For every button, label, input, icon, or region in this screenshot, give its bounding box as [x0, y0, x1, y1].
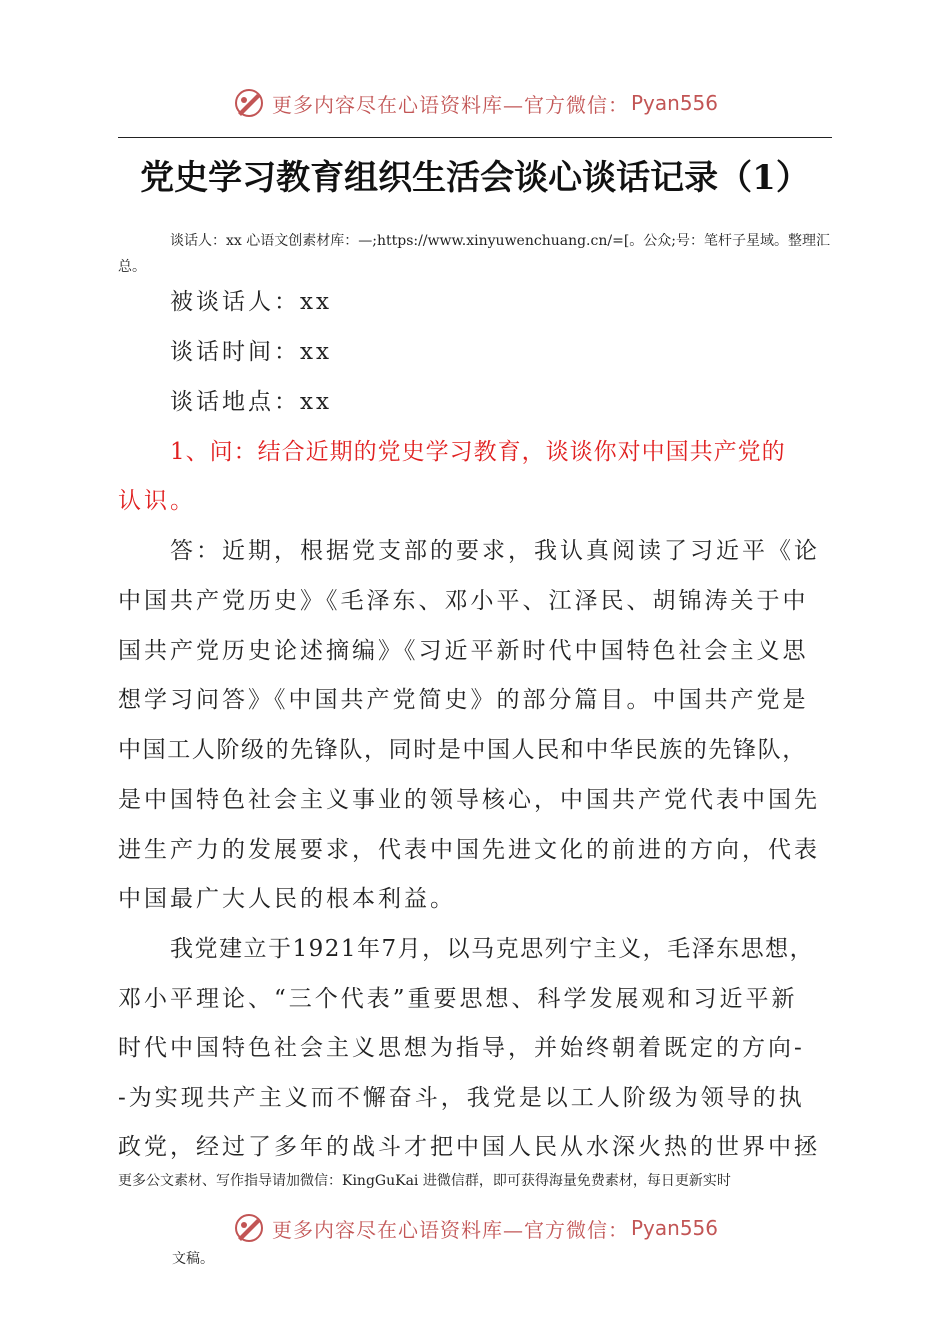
- interviewee-line: 被谈话人：xx: [170, 289, 332, 315]
- question-line-1: 1、问：结合近期的党史学习教育，谈谈你对中国共产党的: [170, 439, 786, 465]
- brush-logo-icon: [232, 1211, 266, 1245]
- watermark-id: Pyan556: [630, 91, 718, 115]
- body-line: 中国工人阶级的先锋队，同时是中国人民和中华民族的先锋队，: [118, 737, 807, 763]
- place-line: 谈话地点：xx: [170, 389, 332, 415]
- footer-watermark: [0, 1208, 950, 1248]
- body-line: 国共产党历史论述摘编》《习近平新时代中国特色社会主义思: [118, 638, 809, 664]
- body-line: 答：近期，根据党支部的要求，我认真阅读了习近平《论: [170, 538, 820, 564]
- body-line: 我党建立于1921年7月，以马克思列宁主义，毛泽东思想，: [170, 936, 815, 962]
- question-line-2: 认识。: [118, 488, 196, 514]
- body-line: 中国共产党历史》《毛泽东、邓小平、江泽民、胡锦涛关于中: [118, 588, 809, 614]
- time-line: 谈话时间：xx: [170, 339, 332, 365]
- body-line: 政党，经过了多年的战斗才把中国人民从水深火热的世界中拯: [118, 1134, 820, 1160]
- header-watermark: [0, 83, 950, 123]
- body-line: 邓小平理论、“三个代表”重要思想、科学发展观和习近平新: [118, 986, 798, 1012]
- watermark-text: 更多内容尽在心语资料库—官方微信：: [271, 92, 629, 117]
- body-line: -为实现共产主义而不懈奋斗，我党是以工人阶级为领导的执: [118, 1085, 805, 1111]
- body-line: 中国最广大人民的根本利益。: [118, 886, 456, 912]
- watermark-id: Pyan556: [630, 1216, 718, 1240]
- footer-note-continued: 文稿。: [172, 1251, 214, 1267]
- meta-info: 谈话人：xx 心语文创素材库：—;https://www.xinyuwenchuang.cn/=[。公众;号：笔杆子星域。整理汇总。: [118, 233, 830, 275]
- watermark-text: 更多内容尽在心语资料库—官方微信：: [271, 1217, 629, 1242]
- body-line: 进生产力的发展要求，代表中国先进文化的前进的方向，代表: [118, 837, 820, 863]
- body-line: 时代中国特色社会主义思想为指导，并始终朝着既定的方向-: [118, 1035, 805, 1061]
- footer-note: 更多公文素材、写作指导请加微信：KingGuKai 进微信群，即可获得海量免费素材，每日更新实时: [118, 1173, 731, 1189]
- brush-logo-icon: [232, 86, 266, 120]
- body-line: 想学习问答》《中国共产党简史》的部分篇目。中国共产党是: [118, 687, 809, 713]
- document-title: 党史学习教育组织生活会谈心谈话记录（1）: [140, 158, 810, 198]
- header-divider: [118, 137, 832, 138]
- body-line: 是中国特色社会主义事业的领导核心，中国共产党代表中国先: [118, 787, 820, 813]
